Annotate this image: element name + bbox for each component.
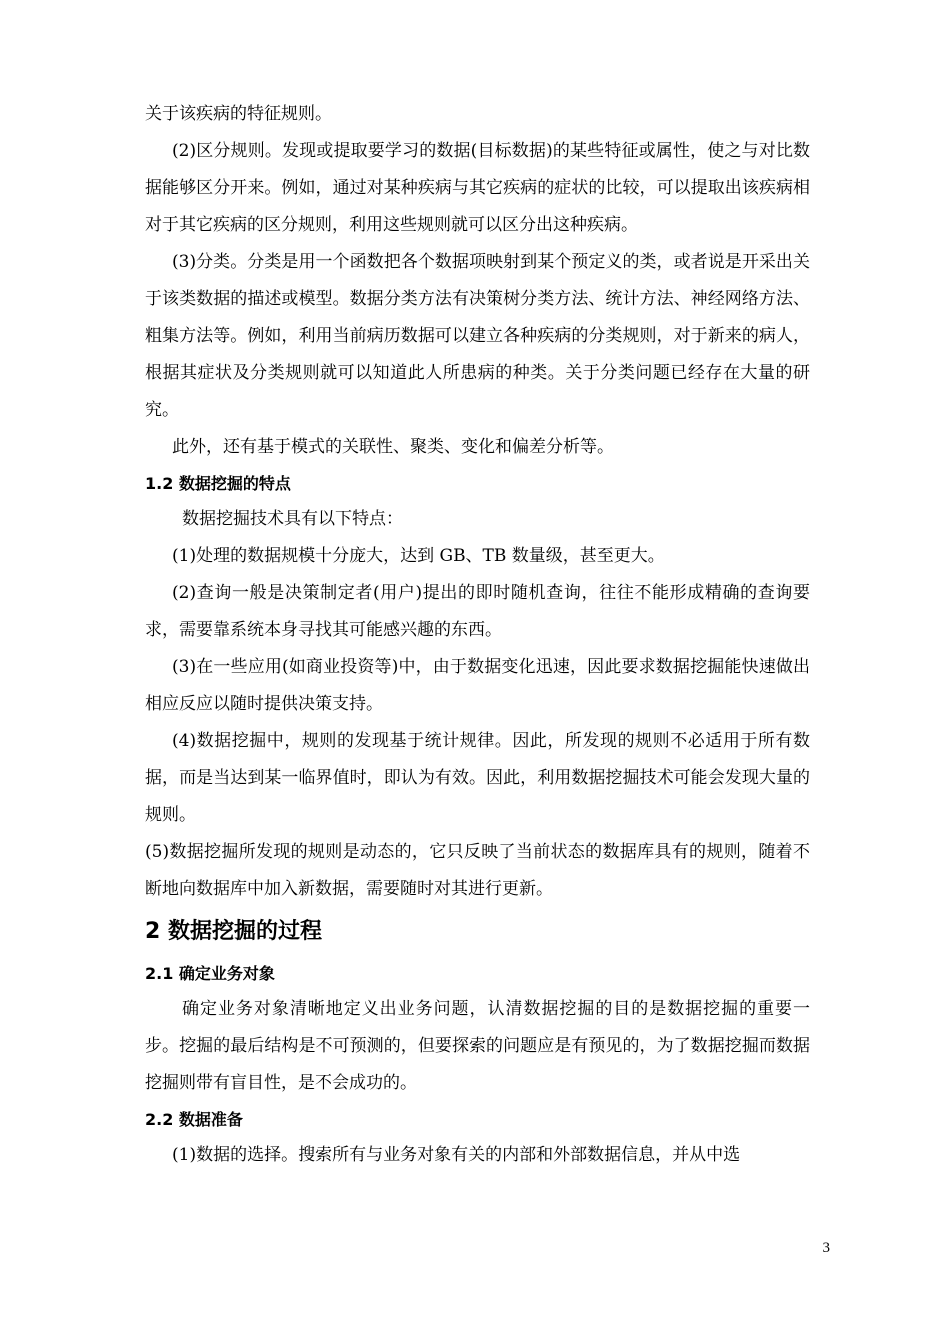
paragraph-feature-3: (3)在一些应用(如商业投资等)中，由于数据变化迅速，因此要求数据挖掘能快速做出相应反应以随时提供决策支持。: [145, 657, 810, 714]
chapter-heading-2: 2 数据挖掘的过程: [145, 919, 322, 944]
page-number: 3: [822, 1240, 830, 1256]
paragraph-features-intro: 数据挖掘技术具有以下特点：: [182, 509, 403, 529]
document-body: [145, 96, 810, 1174]
paragraph-feature-1: (1)处理的数据规模十分庞大，达到 GB、TB 数量级，甚至更大。: [172, 546, 665, 566]
paragraph-distinguish-rules: (2)区分规则。发现或提取要学习的数据(目标数据)的某些特征或属性，使之与对比数据能够区分开来。例如，通过对某种疾病与其它疾病的症状的比较，可以提取出该疾病相对于其它疾病的区分规则，利用这些规则就可以区分出这种疾病。: [145, 141, 810, 235]
section-heading-1-2: 1.2 数据挖掘的特点: [145, 474, 291, 493]
paragraph-classification: (3)分类。分类是用一个函数把各个数据项映射到某个预定义的类，或者说是开采出关于该类数据的描述或模型。数据分类方法有决策树分类方法、统计方法、神经网络方法、粗集方法等。例如，利用当前病历数据可以建立各种疾病的分类规则，对于新来的病人，根据其症状及分类规则就可以知道此人所患病的种类。关于分类问题已经存在大量的研究。: [145, 252, 810, 420]
paragraph-other-analyses: 此外，还有基于模式的关联性、聚类、变化和偏差分析等。: [172, 437, 614, 457]
paragraph-data-selection: (1)数据的选择。搜索所有与业务对象有关的内部和外部数据信息，并从中选: [172, 1145, 741, 1165]
paragraph-feature-4: (4)数据挖掘中，规则的发现基于统计规律。因此，所发现的规则不必适用于所有数据，而是当达到某一临界值时，即认为有效。因此，利用数据挖掘技术可能会发现大量的规则。: [145, 731, 810, 825]
section-heading-2-2: 2.2 数据准备: [145, 1110, 243, 1129]
paragraph-business-object: 确定业务对象清晰地定义出业务问题，认清数据挖掘的目的是数据挖掘的重要一步。挖掘的最后结构是不可预测的，但要探索的问题应是有预见的，为了数据挖掘而数据挖掘则带有盲目性，是不会成功的。: [145, 999, 810, 1093]
paragraph-feature-2: (2)查询一般是决策制定者(用户)提出的即时随机查询，往往不能形成精确的查询要求，需要靠系统本身寻找其可能感兴趣的东西。: [145, 583, 810, 640]
section-heading-2-1: 2.1 确定业务对象: [145, 964, 275, 983]
paragraph-continuation: 关于该疾病的特征规则。: [145, 104, 332, 124]
paragraph-feature-5: (5)数据挖掘所发现的规则是动态的，它只反映了当前状态的数据库具有的规则，随着不断地向数据库中加入新数据，需要随时对其进行更新。: [145, 842, 810, 899]
